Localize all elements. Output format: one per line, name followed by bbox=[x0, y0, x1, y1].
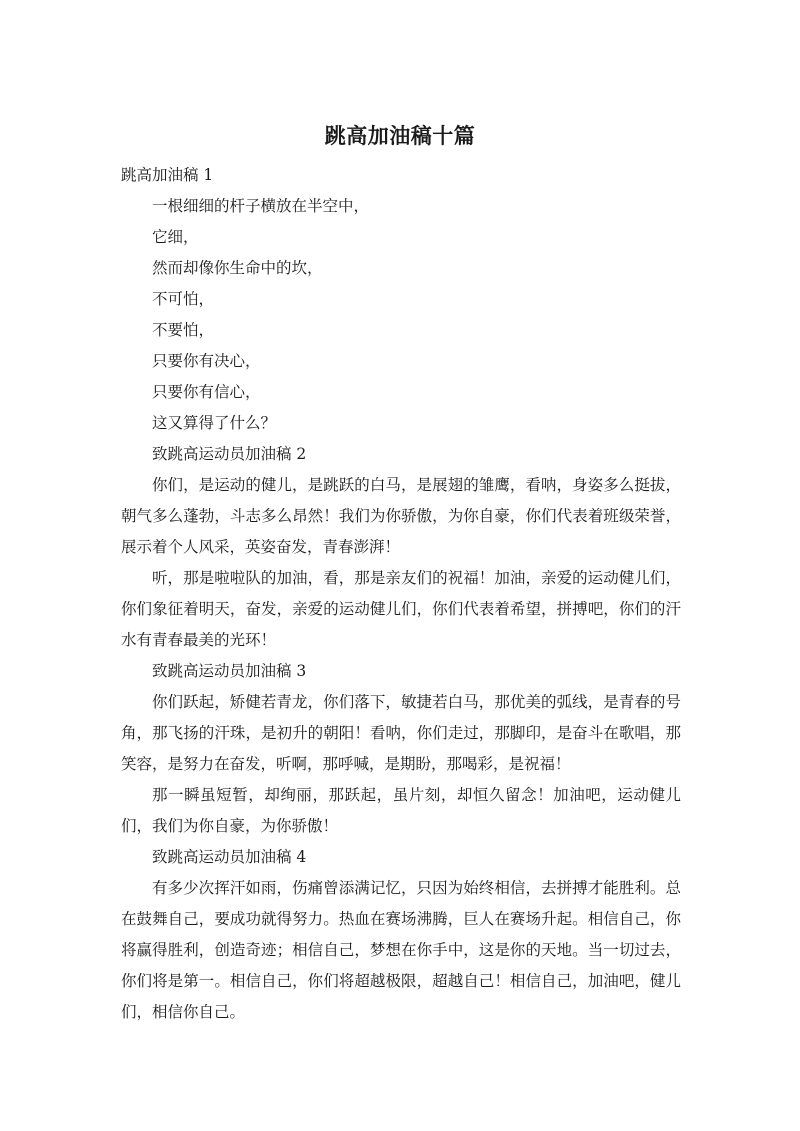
paragraph: 只要你有信心， bbox=[152, 383, 261, 401]
paragraph: 然而却像你生命中的坎， bbox=[152, 259, 323, 277]
paragraph: 只要你有决心， bbox=[152, 352, 261, 370]
paragraph: 你们，是运动的健儿，是跳跃的白马，是展翅的雏鹰，看呐，身姿多么挺拔，朝气多么蓬勃，斗志多么昂然！我们为你骄傲，为你自豪，你们代表着班级荣誉，展示着个人风采，英姿奋发，青春澎湃！ bbox=[121, 476, 681, 556]
paragraph: 那一瞬虽短暂，却绚丽，那跃起，虽片刻，却恒久留念！加油吧，运动健儿们，我们为你自豪，为你骄傲！ bbox=[121, 786, 681, 835]
document-title: 跳高加油稿十篇 bbox=[324, 124, 476, 148]
paragraph: 一根细细的杆子横放在半空中， bbox=[152, 197, 370, 215]
paragraph: 听，那是啦啦队的加油，看，那是亲友们的祝福！加油，亲爱的运动健儿们，你们象征着明天，奋发，亲爱的运动健儿们，你们代表着希望，拼搏吧，你们的汗水有青春最美的光环！ bbox=[121, 569, 681, 649]
paragraph: 不要怕， bbox=[152, 321, 215, 339]
section-heading: 致跳高运动员加油稿 4 bbox=[152, 848, 307, 866]
document-body bbox=[121, 160, 681, 1028]
paragraph: 这又算得了什么？ bbox=[152, 414, 277, 432]
paragraph: 不可怕， bbox=[152, 290, 215, 308]
section-heading: 致跳高运动员加油稿 2 bbox=[152, 445, 307, 463]
paragraph: 它细， bbox=[152, 228, 199, 246]
section-heading: 致跳高运动员加油稿 3 bbox=[152, 662, 307, 680]
paragraph: 有多少次挥汗如雨，伤痛曾添满记忆，只因为始终相信，去拼搏才能胜利。总在鼓舞自己，要成功就得努力。热血在赛场沸腾，巨人在赛场升起。相信自己，你将赢得胜利，创造奇迹；相信自己，梦想在你手中，这是你的天地。当一切过去，你们将是第一。相信自己，你们将超越极限，超越自己！相信自己，加油吧，健儿们，相信你自己。 bbox=[121, 879, 681, 1021]
paragraph: 你们跃起，矫健若青龙，你们落下，敏捷若白马，那优美的弧线，是青春的号角，那飞扬的汗珠，是初升的朝阳！看呐，你们走过，那脚印，是奋斗在歌唱，那笑容，是努力在奋发，听啊，那呼喊，是期盼，那喝彩，是祝福！ bbox=[121, 693, 681, 773]
paragraph: 跳高加油稿 1 bbox=[121, 166, 214, 184]
